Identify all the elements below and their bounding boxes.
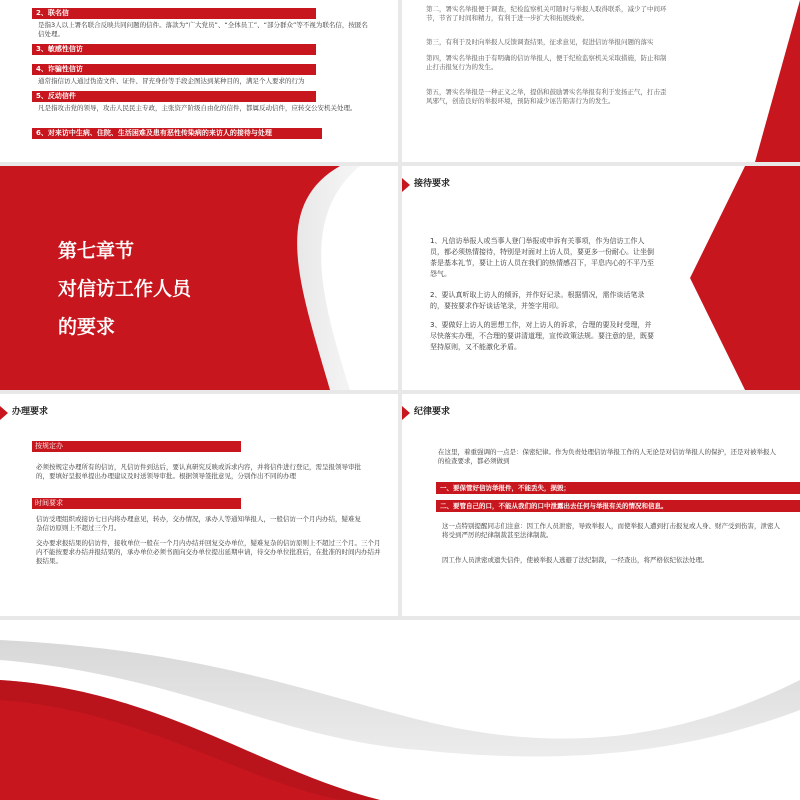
s2-para-5: 第五，署实名举报是一种正义之举，提倡和鼓励署实名举报有利于发扬正气，打击歪风邪气，创造良好的举报环境，预防和减少诬告陷害行为的发生。: [426, 88, 667, 105]
s5-section-2-label: 时间要求: [32, 498, 241, 509]
s6-para-1: 这一点特别提醒同志们注意：因工作人员泄密，导致举报人，而使举报人遭到打击报复或人身、财产受到伤害，泄密人将受到严厉的纪律制裁甚至法律制裁。: [442, 522, 780, 539]
slide-2: [402, 0, 800, 162]
s4-para-3: 3、要做好上访人的思想工作，对上访人的诉求，合理的要及时受理，并尽快落实办理，不合理的要讲清道理，宣传政策法规。要注意的是，既要坚持原则，又不能激化矛盾。: [430, 321, 654, 351]
s2-para-4: 第四，署实名举报由于有明确的信访举报人，便于纪检监察机关采取措施，防止和制止打击报复行为的发生。: [426, 54, 667, 71]
s2-para-3: 第三，有利于及时向举报人反馈调查结果，征求意见，促进信访举报问题的落实: [426, 38, 654, 46]
s5-section-1-label: 按规定办: [32, 441, 241, 452]
chapter-title-line3: 的要求: [58, 316, 116, 338]
s5-title: 办理要求: [12, 407, 49, 417]
item4-text: 通常指信访人通过伪造文件、证件、冒充身份等手段企图达到某种目的，满足个人要求的行为: [38, 77, 305, 85]
s6-point-2: 二、要管自己的口，不能从我们的口中泄露出去任何与举报有关的情况和信息。: [436, 500, 800, 512]
slide-6: [402, 394, 800, 616]
s4-header-marker-icon: [402, 178, 410, 192]
s5-section-2-text-2: 交办要求报结果的信访件，接收单位一般在一个月内办结并回复交办单位，疑难复杂的信访原则上不超过三个月。三个月内不能按要求办结并报结果的，承办单位必须书面向交办单位提出延期申请，待交办单位批准后，在批准的时间内办结并报结果。: [36, 539, 381, 565]
item6-title: 6、对来访中生病、住院、生活困难及患有恶性传染病的来访人的接待与处理: [32, 128, 322, 139]
s6-intro: 在这里，着重强调的一点是：保密纪律。作为负责处理信访举报工作的人无论是对信访举报人的保护，还是对被举报人的检查要求，都必须做到: [438, 448, 776, 465]
s4-title: 接待要求: [414, 179, 451, 189]
s4-para-1: 1、凡信访举报人或当事人登门举报或申诉有关事项，作为信访工作人员，都必须热情接待，特别是对面对上访人员，要更多一份耐心。让坐倒茶是基本礼节，要让上访人员在我们的热情感召下，平息内心的不平乃至怨气。: [430, 237, 654, 278]
s6-point-1: 一、要保管好信访举报件，不能丢失，损毁；: [436, 482, 800, 494]
chapter-title-line2: 对信访工作人员: [58, 278, 192, 300]
slide-7: [0, 620, 800, 800]
s5-header-marker-icon: [0, 406, 8, 420]
s6-header-marker-icon: [402, 406, 410, 420]
s2-para-2: 第二，署实名举报便于调查，纪检监察机关可随时与举报人取得联系，减少了中间环节，节省了时间和精力，有利于进一步扩大和拓展线索。: [426, 5, 667, 22]
item2-title: 2、联名信: [32, 8, 316, 19]
item5-text: 凡是指攻击党的领导，攻击人民民主专政，主张资产阶级自由化的信件，都属反动信件，应转交公安机关处理。: [38, 104, 357, 112]
chapter-title-line1: 第七章节: [58, 240, 135, 262]
item3-title: 3、敏感性信访: [32, 44, 316, 55]
s7-wave-decoration: [0, 620, 800, 800]
slide-1: [0, 0, 398, 162]
s4-red-decoration: [650, 166, 800, 390]
item5-title: 5、反动信件: [32, 91, 316, 102]
item4-title: 4、诈骗性信访: [32, 64, 316, 75]
slide-3-chapter: [0, 166, 398, 390]
slide-4: [402, 166, 800, 390]
s2-red-decoration: [670, 0, 800, 162]
s5-section-1-text: 必须按规定办理所有的信访，凡信访件到达后，要认真研究反映或诉求内容，并将信件进行登记，需呈报领导审批的，要填好呈报单提出办理建议及时送领导审批。根据领导签批意见，分别作出不同的办理: [36, 463, 361, 480]
s6-title: 纪律要求: [414, 407, 451, 417]
item2-text: 是指3人以上署名联合反映共同问题的信件。落款为“广大党员”、“全体员工”、“部分群众”等不视为联名信，按匿名信处理。: [38, 21, 368, 38]
s6-para-2: 因工作人员泄密或遗失信件，使被举报人逃避了法纪制裁，一经查出，将严格依纪依法处理。: [442, 556, 709, 564]
slide-5: [0, 394, 398, 616]
s5-section-2-text-1: 信访受理组织或接访七日内将办理意见，转办，交办情况，承办人等通知举报人，一般信访一个月内办结，疑难复杂信访原则上不超过三个月。: [36, 515, 361, 532]
s4-para-2: 2、要认真听取上访人的倾诉，并作好记录。根据情况，需作谈话笔录的，要按要求作好谈话笔录，并签字用印。: [430, 291, 645, 310]
